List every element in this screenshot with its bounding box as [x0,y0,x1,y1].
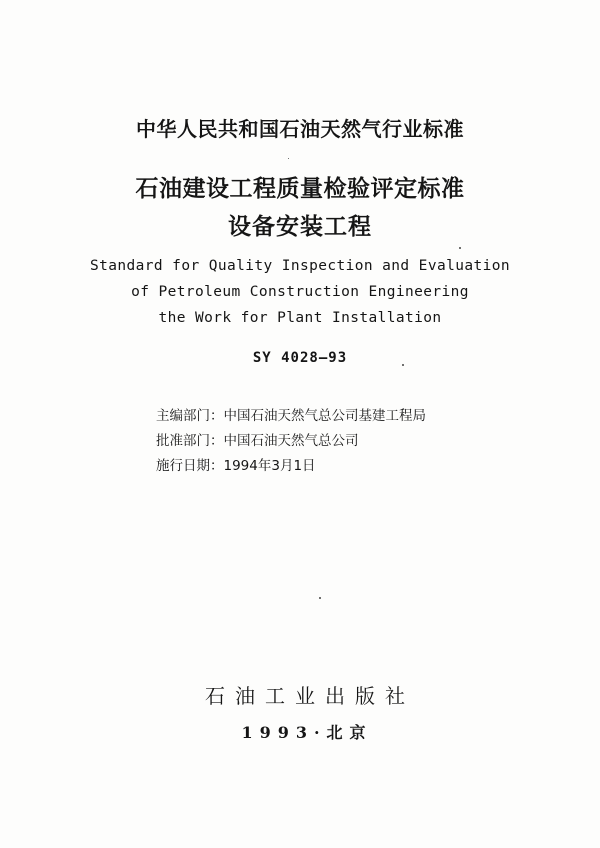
english-title-line-1: Standard for Quality Inspection and Evaluation [90,258,510,274]
publication-date-place: 1993·北京 [241,723,373,742]
main-title-line-1: 石油建设工程质量检验评定标准 [135,175,465,202]
english-title-line-2: of Petroleum Construction Engineering [131,284,469,300]
main-title-line-2: 设备安装工程 [228,213,372,240]
editor-department: 主编部门：中国石油天然气总公司基建工程局 [156,408,426,424]
publisher: 石油工业出版社 [205,684,415,708]
english-title-line-3: the Work for Plant Installation [158,310,442,326]
effective-date: 施行日期：1994年3月1日 [156,458,316,474]
approval-department: 批准部门：中国石油天然气总公司 [156,433,359,449]
standard-code: SY 4028—93 [252,350,348,366]
series-title: 中华人民共和国石油天然气行业标准 [136,117,464,141]
scan-speck [319,597,321,599]
scan-speck [402,364,404,366]
scan-speck [288,158,289,159]
scan-speck [459,247,461,249]
